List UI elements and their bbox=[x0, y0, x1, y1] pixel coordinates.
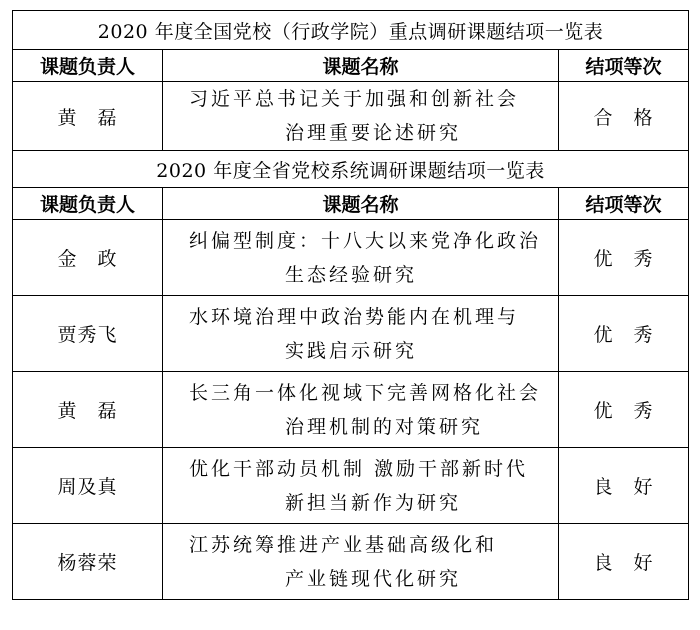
result-cell: 优 秀 bbox=[559, 220, 689, 296]
topic-line-2: 产业链现代化研究 bbox=[285, 567, 462, 590]
person-cell: 杨蓉荣 bbox=[13, 524, 163, 600]
column-header-row bbox=[13, 188, 689, 220]
result-cell: 良 好 bbox=[559, 448, 689, 524]
table-row bbox=[13, 372, 689, 448]
results-table bbox=[12, 10, 689, 600]
header-topic: 课题名称 bbox=[163, 188, 559, 220]
topic-line-2: 治理机制的对策研究 bbox=[285, 415, 484, 438]
topic-line-2: 实践启示研究 bbox=[285, 339, 418, 362]
section-title-row bbox=[13, 151, 689, 188]
table-row bbox=[13, 220, 689, 296]
topic-line-1: 纠偏型制度：十八大以来党净化政治 bbox=[189, 229, 542, 252]
section-title: 2020 年度全国党校（行政学院）重点调研课题结项一览表 bbox=[13, 11, 689, 50]
topic-line-2: 生态经验研究 bbox=[285, 263, 418, 286]
header-person: 课题负责人 bbox=[13, 50, 163, 82]
person-cell: 周及真 bbox=[13, 448, 163, 524]
header-result: 结项等次 bbox=[559, 188, 689, 220]
column-header-row bbox=[13, 50, 689, 82]
result-cell: 优 秀 bbox=[559, 372, 689, 448]
topic-cell bbox=[163, 448, 559, 524]
table-row bbox=[13, 296, 689, 372]
topic-cell bbox=[163, 524, 559, 600]
person-cell: 贾秀飞 bbox=[13, 296, 163, 372]
table-row bbox=[13, 448, 689, 524]
header-person: 课题负责人 bbox=[13, 188, 163, 220]
header-topic: 课题名称 bbox=[163, 50, 559, 82]
results-table-body bbox=[13, 11, 689, 600]
topic-cell bbox=[163, 372, 559, 448]
result-cell: 合 格 bbox=[559, 82, 689, 151]
topic-cell bbox=[163, 296, 559, 372]
person-cell: 黄 磊 bbox=[13, 82, 163, 151]
header-result: 结项等次 bbox=[559, 50, 689, 82]
person-cell: 黄 磊 bbox=[13, 372, 163, 448]
topic-cell bbox=[163, 82, 559, 151]
topic-line-1: 水环境治理中政治势能内在机理与 bbox=[189, 305, 520, 328]
topic-cell bbox=[163, 220, 559, 296]
section-title: 2020 年度全省党校系统调研课题结项一览表 bbox=[13, 151, 689, 188]
result-cell: 良 好 bbox=[559, 524, 689, 600]
table-row bbox=[13, 524, 689, 600]
person-cell: 金 政 bbox=[13, 220, 163, 296]
topic-line-2: 新担当新作为研究 bbox=[285, 491, 462, 514]
topic-line-1: 习近平总书记关于加强和创新社会 bbox=[189, 88, 520, 110]
topic-line-1: 江苏统筹推进产业基础高级化和 bbox=[189, 533, 498, 556]
result-cell: 优 秀 bbox=[559, 296, 689, 372]
topic-line-2: 治理重要论述研究 bbox=[285, 122, 462, 144]
topic-line-1: 长三角一体化视域下完善网格化社会 bbox=[189, 381, 542, 404]
section-title-row bbox=[13, 11, 689, 50]
topic-line-1: 优化干部动员机制 激励干部新时代 bbox=[189, 457, 529, 480]
table-row bbox=[13, 82, 689, 151]
